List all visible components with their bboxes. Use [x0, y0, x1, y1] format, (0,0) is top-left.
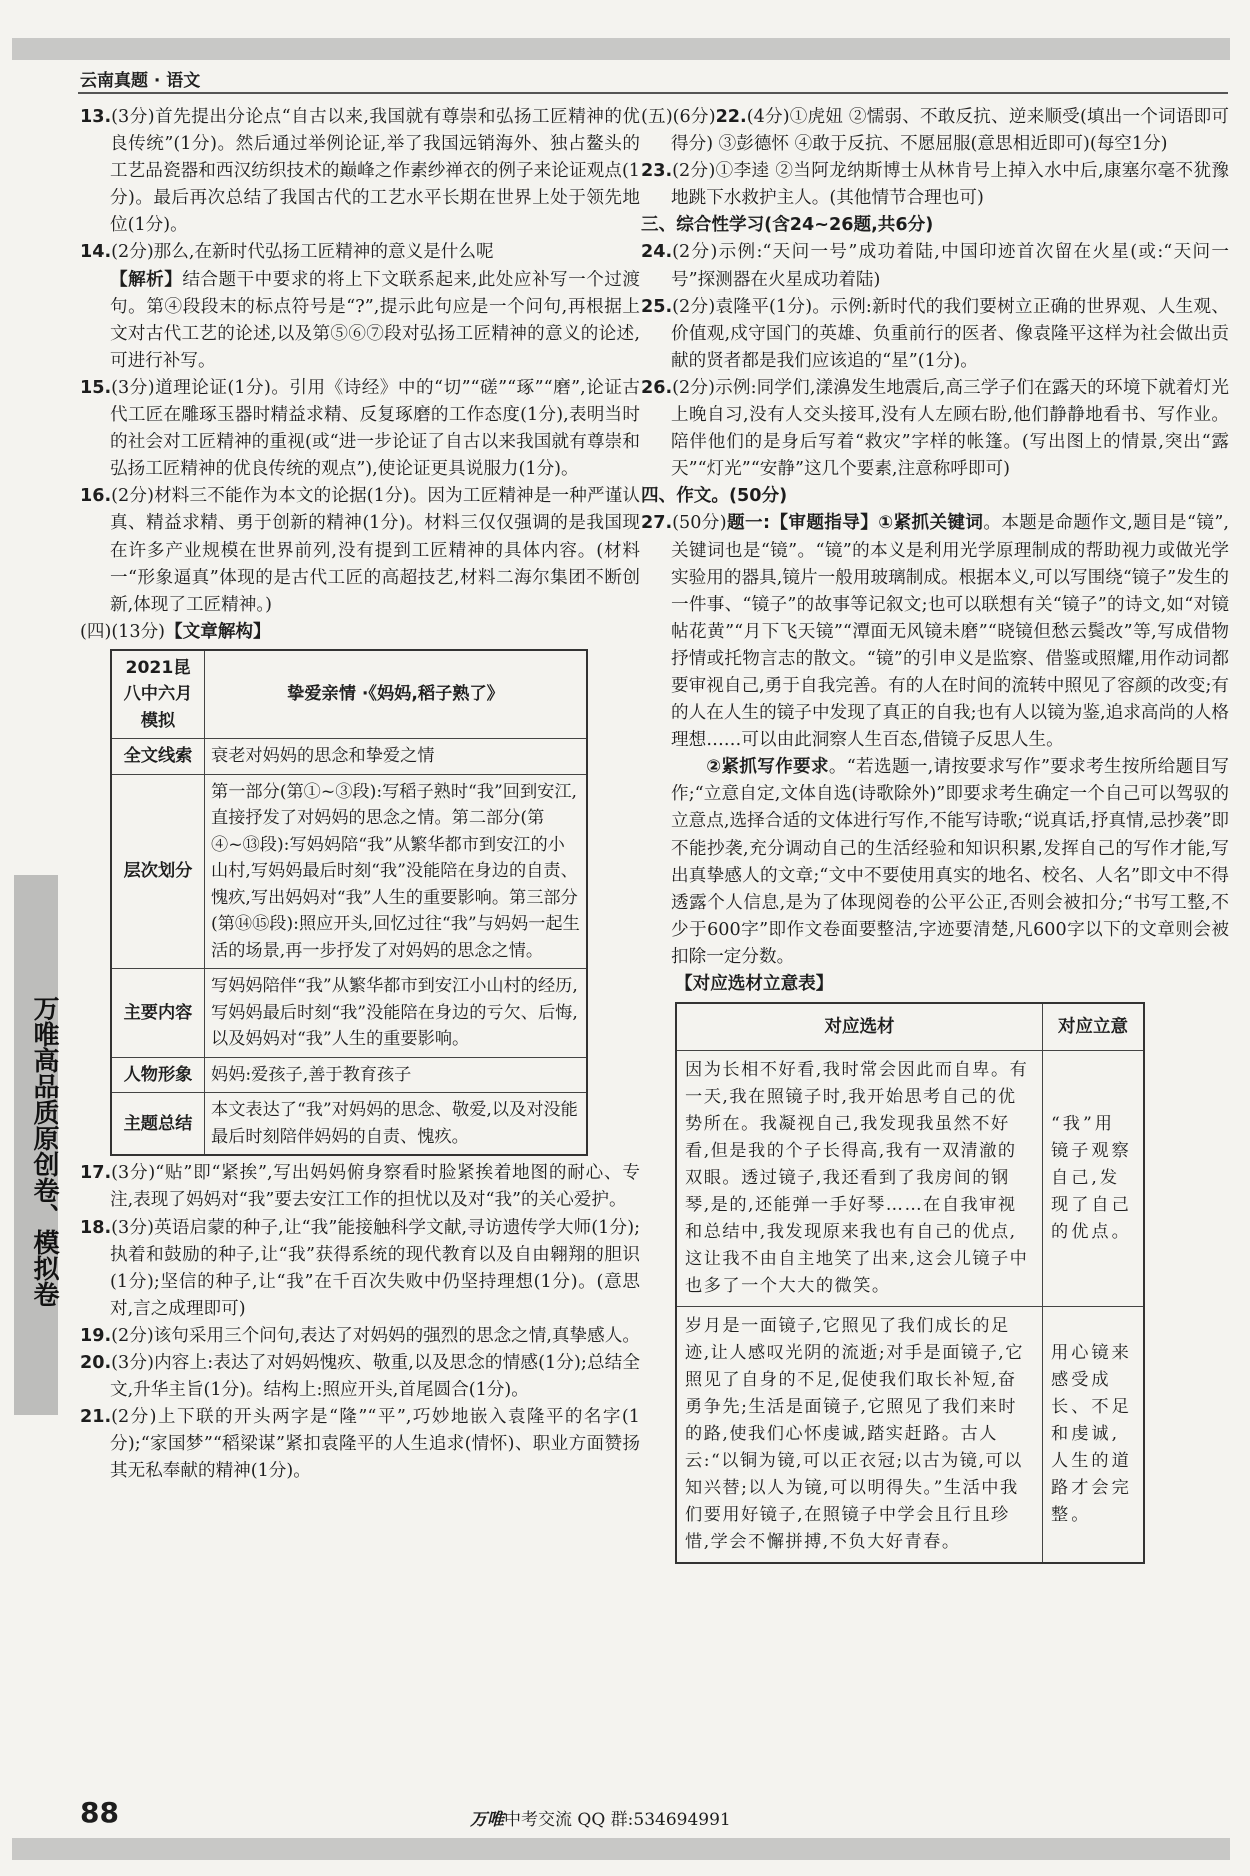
table-content-cell: 本文表达了“我”对妈妈的思念、敬爱,以及对没能最后时刻陪伴妈妈的自责、愧疚。	[205, 1093, 588, 1156]
footer-text: 万唯中考交流 QQ 群:534694991	[470, 1810, 731, 1830]
table-header-cell: 2021昆八中六月模拟	[111, 650, 205, 739]
table-row	[111, 1057, 587, 1093]
question-17: 17.(3分)“贴”即“紧挨”,写出妈妈俯身察看时脸紧挨着地图的耐心、专注,表现了妈妈对“我”要去安江工作的担忧以及对“我”的关心爱护。	[80, 1163, 640, 1211]
left-column	[80, 104, 640, 1486]
table-header-cell: 挚爱亲情 ·《妈妈,稻子熟了》	[205, 650, 588, 739]
question-24: 24.(2分)示例:“天问一号”成功着陆,中国印迹首次留在火星(或:“天问一号”探测器在火星成功着陆)	[641, 242, 1229, 290]
right-column	[641, 104, 1229, 1564]
question-27-part2: ②紧抓写作要求。“若选题一,请按要求写作”要求考生按所给题目写作;“立意自定,文体自选(诗歌除外)”即要求考生确定一个自己可以驾驭的立意点,选择合适的文体进行写作,不能写诗歌;“说真话,抒真情,忌抄袭”即不能抄袭,充分调动自己的生活经验和知识积累,发挥自己的写作才能,写出真挚感人的文章;“文中不要使用真实的地名、校名、人名”即文中不得透露个人信息,是为了体现阅卷的公平公正,否则会被扣分;“书写工整,不少于600字”即作文卷面要整洁,字迹要清楚,凡600字以下的文章则会被扣除一定分数。	[671, 757, 1229, 967]
question-22: (五)(6分)22.(4分)①虎妞 ②懦弱、不敢反抗、逆来顺受(填出一个词语即可得分) ③彭德怀 ④敢于反抗、不愿屈服(意思相近即可)(每空1分)	[641, 107, 1229, 155]
table-row	[111, 1093, 587, 1156]
question-15: 15.(3分)道理论证(1分)。引用《诗经》中的“切”“磋”“琢”“磨”,论证古代工匠在雕琢玉器时精益求精、反复琢磨的工作态度(1分),表明当时的社会对工匠精神的重视(或“进一步论证了自古以来我国就有尊崇和弘扬工匠精神的优良传统的观点”),使论证更具说服力(1分)。	[80, 377, 640, 480]
table-header-cell: 对应选材	[676, 1003, 1043, 1051]
running-head: 云南真题 · 语文	[80, 71, 201, 91]
table-label-cell: 主题总结	[111, 1093, 205, 1156]
question-18: 18.(3分)英语启蒙的种子,让“我”能接触科学文献,寻访遗传学大师(1分);执着和鼓励的种子,让“我”获得系统的现代教育以及自由翱翔的胆识(1分);坚信的种子,让“我”在千百次失败中仍坚持理想(1分)。(意思对,言之成理即可)	[80, 1217, 640, 1319]
question-19: 19.(2分)该句采用三个问句,表达了对妈妈的强烈的思念之情,真挚感人。	[80, 1325, 640, 1346]
table-content-cell: 妈妈:爱孩子,善于教育孩子	[205, 1057, 588, 1093]
section-3-heading: 三、综合性学习(含24~26题,共6分)	[641, 215, 934, 236]
header-rule	[78, 92, 1228, 94]
table-row	[676, 1051, 1144, 1307]
table-content-cell: 写妈妈陪伴“我”从繁华都市到安江小山村的经历,写妈妈最后时刻“我”没能陪在身边的亏欠、后悔,以及妈妈对“我”人生的重要影响。	[205, 969, 588, 1058]
idea-cell: 用心镜来感受成长、不足和虔诚,人生的道路才会完整。	[1043, 1307, 1145, 1564]
table-header-cell: 对应立意	[1043, 1003, 1145, 1051]
idea-cell: “我”用镜子观察自己,发现了自己的优点。	[1043, 1051, 1145, 1307]
table-row	[676, 1307, 1144, 1564]
table-label-cell: 主要内容	[111, 969, 205, 1058]
table-row	[676, 1003, 1144, 1051]
question-14: 14.(2分)那么,在新时代弘扬工匠精神的意义是什么呢	[80, 242, 494, 263]
sidebar-banner: 万唯高品质原创卷、模拟卷	[14, 875, 58, 1415]
table-row	[111, 650, 587, 739]
question-26: 26.(2分)示例:同学们,漾濞发生地震后,高三学子们在露天的环境下就着灯光上晚自习,没有人交头接耳,没有人左顾右盼,他们静静地看书、写作业。陪伴他们的是身后写着“救灾”字样的帐篷。(写出图上的情景,突出“露天”“灯光”“安静”这几个要素,注意称呼即可)	[641, 377, 1229, 480]
page-number: 88	[80, 1796, 119, 1829]
table-label-cell: 全文线索	[111, 739, 205, 775]
table-label-cell: 层次划分	[111, 774, 205, 969]
question-27: 27.(50分)题一:【审题指导】①紧抓关键词。本题是命题作文,题目是“镜”,关键词也是“镜”。“镜”的本义是利用光学原理制成的帮助视力或做光学实验用的器具,镜片一般用玻璃制成。根据本义,可以写围绕“镜子”发生的一件事、“镜子”的故事等记叙文;也可以联想有关“镜子”的诗文,如“对镜帖花黄”“月下飞天镜”“潭面无风镜未磨”“晓镜但愁云鬓改”等,写成借物抒情或托物言志的散文。“镜”的引申义是监察、借鉴或照耀,用作动词都要审视自己,勇于自我完善。有的人在时间的流转中照见了容颜的改变;有的人在人生的镜子中发现了真正的自我;也有人以镜为鉴,追求高尚的人格理想……可以由此洞察人生百态,借镜子反思人生。	[641, 513, 1229, 751]
material-idea-table	[675, 1002, 1145, 1564]
question-16: 16.(2分)材料三不能作为本文的论据(1分)。因为工匠精神是一种严谨认真、精益求精、勇于创新的精神(1分)。材料三仅仅强调的是我国现在许多产业规模在世界前列,没有提到工匠精神的具体内容。(材料一“形象逼真”体现的是古代工匠的高超技艺,材料二海尔集团不断创新,体现了工匠精神。)	[80, 486, 640, 615]
question-14-explain: 【解析】结合题干中要求的将上下文联系起来,此处应补写一个过渡句。第④段段末的标点符号是“?”,提示此句应是一个问句,再根据上文对古代工艺的论述,以及第⑤⑥⑦段对弘扬工匠精神的意义的论述,可进行补写。	[110, 269, 640, 371]
table2-tag: 【对应选材立意表】	[675, 974, 834, 994]
question-23: 23.(2分)①李逵 ②当阿龙纳斯博士从林肯号上掉入水中后,康塞尔毫不犹豫地跳下水救护主人。(其他情节合理也可)	[641, 161, 1229, 209]
section-4-heading: 四、作文。(50分)	[641, 486, 788, 507]
question-25: 25.(2分)袁隆平(1分)。示例:新时代的我们要树立正确的世界观、人生观、价值观,戍守国门的英雄、负重前行的医者、像袁隆平这样为社会做出贡献的贤者都是我们应该追的“星”(1分)。	[641, 296, 1229, 371]
structure-table	[110, 649, 588, 1157]
table-row	[111, 774, 587, 969]
table-content-cell: 第一部分(第①~③段):写稻子熟时“我”回到安江,直接抒发了对妈妈的思念之情。第二部分(第④~⑬段):写妈妈陪“我”从繁华都市到安江的小山村,写妈妈最后时刻“我”没能陪在身边的自责、愧疚,写出妈妈对“我”人生的重要影响。第三部分(第⑭⑮段):照应开头,回忆过往“我”与妈妈一起生活的场景,再一步抒发了对妈妈的思念之情。	[205, 774, 588, 969]
material-cell: 因为长相不好看,我时常会因此而自卑。有一天,我在照镜子时,我开始思考自己的优势所在。我凝视自己,我发现我虽然不好看,但是我的个子长得高,我有一双清澈的双眼。透过镜子,我还看到了我房间的钢琴,是的,还能弹一手好琴……在自我审视和总结中,我发现原来我也有自己的优点,这让我不由自主地笑了出来,这会儿镜子中也多了一个大大的微笑。	[676, 1051, 1043, 1307]
question-13: 13.(3分)首先提出分论点“自古以来,我国就有尊崇和弘扬工匠精神的优良传统”(1分)。然后通过举例论证,举了我国远销海外、独占鳌头的工艺品瓷器和西汉纺织技术的巅峰之作素纱禅衣的例子来论证观点(1分)。最后再次总结了我国古代的工艺水平长期在世界上处于领先地位(1分)。	[80, 107, 640, 236]
table-row	[111, 969, 587, 1058]
question-21: 21.(2分)上下联的开头两字是“隆”“平”,巧妙地嵌入袁隆平的名字(1分);“家国梦”“稻梁谋”紧扣袁隆平的人生追求(情怀)、职业方面赞扬其无私奉献的精神(1分)。	[80, 1407, 640, 1482]
section-4-heading: (四)(13分)【文章解构】	[80, 621, 271, 642]
table-content-cell: 衰老对妈妈的思念和挚爱之情	[205, 739, 588, 775]
table-label-cell: 人物形象	[111, 1057, 205, 1093]
question-20: 20.(3分)内容上:表达了对妈妈愧疚、敬重,以及思念的情感(1分);总结全文,升华主旨(1分)。结构上:照应开头,首尾圆合(1分)。	[80, 1353, 640, 1401]
table-row	[111, 739, 587, 775]
brand-logo: 万唯	[470, 1810, 504, 1830]
top-bar	[12, 38, 1230, 60]
material-cell: 岁月是一面镜子,它照见了我们成长的足迹,让人感叹光阴的流逝;对手是面镜子,它照见了自身的不足,促使我们取长补短,奋勇争先;生活是面镜子,它照见了我们来时的路,使我们心怀虔诚,踏实赶路。古人云:“以铜为镜,可以正衣冠;以古为镜,可以知兴替;以人为镜,可以明得失。”生活中我们要用好镜子,在照镜子中学会且行且珍惜,学会不懈拼搏,不负大好青春。	[676, 1307, 1043, 1564]
bottom-bar	[12, 1838, 1230, 1860]
